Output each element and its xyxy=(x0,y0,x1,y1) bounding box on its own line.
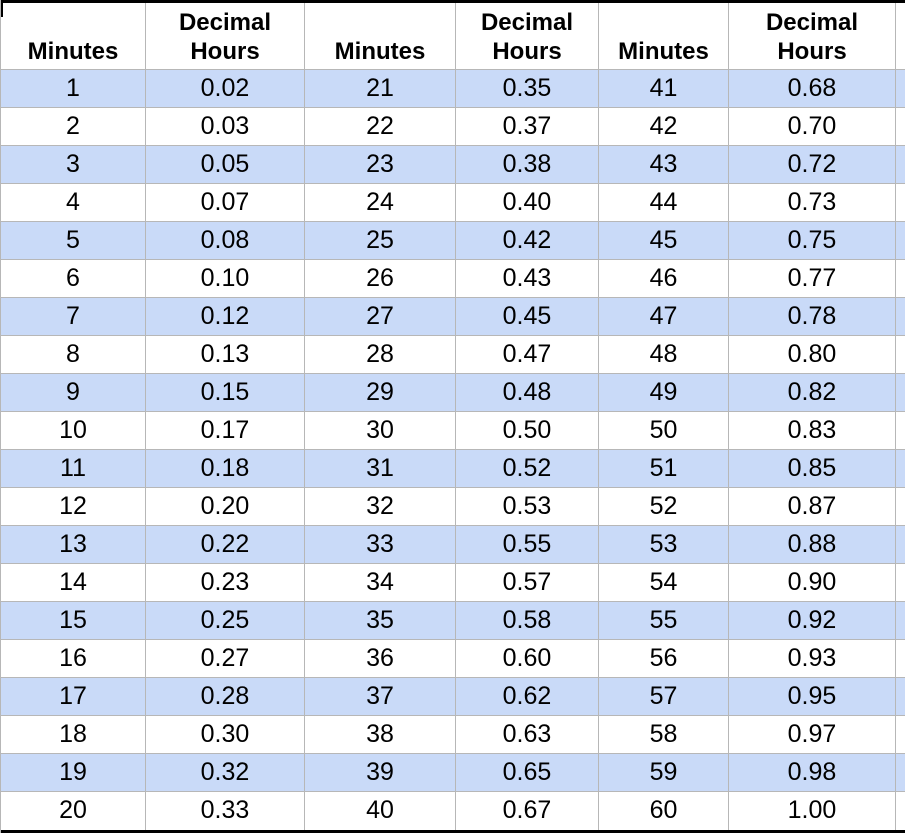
table-cell-decimal-hours: 0.42 xyxy=(456,222,599,259)
table-row xyxy=(1,412,905,450)
table-cell-minutes: 37 xyxy=(305,678,456,715)
table-cell-minutes: 57 xyxy=(599,678,729,715)
table-cell-sliver xyxy=(896,184,905,221)
table-cell-minutes: 44 xyxy=(599,184,729,221)
table-cell-decimal-hours: 0.40 xyxy=(456,184,599,221)
table-cell-minutes: 22 xyxy=(305,108,456,145)
table-row xyxy=(1,298,905,336)
table-row xyxy=(1,450,905,488)
table-cell-sliver xyxy=(896,640,905,677)
table-corner-border xyxy=(1,3,3,17)
table-cell-minutes: 42 xyxy=(599,108,729,145)
table-row xyxy=(1,184,905,222)
table-cell-minutes: 28 xyxy=(305,336,456,373)
table-cell-minutes: 27 xyxy=(305,298,456,335)
table-cell-decimal-hours: 0.27 xyxy=(146,640,305,677)
table-cell-decimal-hours: 0.77 xyxy=(729,260,896,297)
table-cell-minutes: 48 xyxy=(599,336,729,373)
table-cell-decimal-hours: 0.50 xyxy=(456,412,599,449)
table-cell-decimal-hours: 0.93 xyxy=(729,640,896,677)
table-cell-decimal-hours: 0.60 xyxy=(456,640,599,677)
table-cell-decimal-hours: 0.32 xyxy=(146,754,305,791)
table-cell-decimal-hours: 0.70 xyxy=(729,108,896,145)
table-cell-sliver xyxy=(896,450,905,487)
table-cell-minutes: 51 xyxy=(599,450,729,487)
table-cell-decimal-hours: 0.98 xyxy=(729,754,896,791)
table-row xyxy=(1,602,905,640)
table-cell-decimal-hours: 0.12 xyxy=(146,298,305,335)
table-cell-minutes: 15 xyxy=(1,602,146,639)
header-label: Decimal Hours xyxy=(178,9,272,65)
table-cell-minutes: 56 xyxy=(599,640,729,677)
table-cell-minutes: 25 xyxy=(305,222,456,259)
table-cell-decimal-hours: 0.45 xyxy=(456,298,599,335)
table-cell-minutes: 1 xyxy=(1,70,146,107)
table-cell-decimal-hours: 0.43 xyxy=(456,260,599,297)
table-row xyxy=(1,716,905,754)
table-cell-sliver xyxy=(896,564,905,601)
table-row xyxy=(1,222,905,260)
table-cell-decimal-hours: 0.48 xyxy=(456,374,599,411)
table-cell-minutes: 20 xyxy=(1,792,146,830)
table-cell-minutes: 18 xyxy=(1,716,146,753)
table-cell-decimal-hours: 0.65 xyxy=(456,754,599,791)
table-cell-decimal-hours: 0.18 xyxy=(146,450,305,487)
table-cell-minutes: 12 xyxy=(1,488,146,525)
table-cell-minutes: 31 xyxy=(305,450,456,487)
table-row xyxy=(1,678,905,716)
table-cell-minutes: 47 xyxy=(599,298,729,335)
header-label: Minutes xyxy=(618,38,709,65)
table-cell-minutes: 2 xyxy=(1,108,146,145)
table-cell-decimal-hours: 0.92 xyxy=(729,602,896,639)
header-cell-minutes xyxy=(1,3,146,69)
table-cell-minutes: 55 xyxy=(599,602,729,639)
table-cell-minutes: 59 xyxy=(599,754,729,791)
table-cell-minutes: 21 xyxy=(305,70,456,107)
table-cell-decimal-hours: 0.63 xyxy=(456,716,599,753)
table-cell-minutes: 19 xyxy=(1,754,146,791)
header-cell-minutes xyxy=(599,3,729,69)
table-cell-minutes: 35 xyxy=(305,602,456,639)
table-row xyxy=(1,336,905,374)
table-cell-decimal-hours: 0.05 xyxy=(146,146,305,183)
table-cell-minutes: 11 xyxy=(1,450,146,487)
table-row xyxy=(1,70,905,108)
table-cell-minutes: 30 xyxy=(305,412,456,449)
table-cell-minutes: 46 xyxy=(599,260,729,297)
table-row xyxy=(1,146,905,184)
table-cell-sliver xyxy=(896,298,905,335)
table-row xyxy=(1,488,905,526)
table-cell-decimal-hours: 0.67 xyxy=(456,792,599,830)
table-row xyxy=(1,374,905,412)
table-cell-minutes: 34 xyxy=(305,564,456,601)
table-cell-minutes: 49 xyxy=(599,374,729,411)
table-cell-minutes: 6 xyxy=(1,260,146,297)
table-cell-minutes: 32 xyxy=(305,488,456,525)
table-row xyxy=(1,754,905,792)
table-cell-sliver xyxy=(896,678,905,715)
header-cell-decimal-hours xyxy=(146,3,305,69)
table-cell-minutes: 8 xyxy=(1,336,146,373)
table-cell-decimal-hours: 0.10 xyxy=(146,260,305,297)
header-label: Decimal Hours xyxy=(765,9,859,65)
table-cell-minutes: 38 xyxy=(305,716,456,753)
table-row xyxy=(1,108,905,146)
table-cell-decimal-hours: 0.90 xyxy=(729,564,896,601)
table-cell-decimal-hours: 0.68 xyxy=(729,70,896,107)
table-cell-minutes: 43 xyxy=(599,146,729,183)
table-cell-decimal-hours: 0.20 xyxy=(146,488,305,525)
table-cell-sliver xyxy=(896,108,905,145)
table-cell-decimal-hours: 0.95 xyxy=(729,678,896,715)
table-cell-minutes: 39 xyxy=(305,754,456,791)
table-cell-minutes: 3 xyxy=(1,146,146,183)
table-row xyxy=(1,640,905,678)
table-cell-decimal-hours: 0.17 xyxy=(146,412,305,449)
table-cell-sliver xyxy=(896,716,905,753)
table-cell-decimal-hours: 0.33 xyxy=(146,792,305,830)
table-row xyxy=(1,564,905,602)
table-cell-decimal-hours: 0.15 xyxy=(146,374,305,411)
table-cell-minutes: 13 xyxy=(1,526,146,563)
header-label: Decimal Hours xyxy=(480,9,574,65)
table-cell-sliver xyxy=(896,526,905,563)
table-cell-minutes: 5 xyxy=(1,222,146,259)
table-cell-minutes: 23 xyxy=(305,146,456,183)
table-cell-minutes: 24 xyxy=(305,184,456,221)
table-cell-decimal-hours: 0.85 xyxy=(729,450,896,487)
header-label: Minutes xyxy=(334,38,426,65)
table-cell-decimal-hours: 0.75 xyxy=(729,222,896,259)
table-cell-decimal-hours: 0.37 xyxy=(456,108,599,145)
table-cell-decimal-hours: 0.07 xyxy=(146,184,305,221)
table-cell-minutes: 7 xyxy=(1,298,146,335)
table-cell-decimal-hours: 0.57 xyxy=(456,564,599,601)
table-cell-sliver xyxy=(896,792,905,830)
table-cell-decimal-hours: 0.25 xyxy=(146,602,305,639)
table-cell-decimal-hours: 0.83 xyxy=(729,412,896,449)
table-cell-minutes: 54 xyxy=(599,564,729,601)
table-cell-decimal-hours: 0.08 xyxy=(146,222,305,259)
table-cell-decimal-hours: 0.58 xyxy=(456,602,599,639)
table-cell-decimal-hours: 0.82 xyxy=(729,374,896,411)
table-cell-decimal-hours: 0.62 xyxy=(456,678,599,715)
table-header-row xyxy=(1,3,905,70)
table-cell-decimal-hours: 0.13 xyxy=(146,336,305,373)
table-cell-minutes: 33 xyxy=(305,526,456,563)
table-cell-sliver xyxy=(896,754,905,791)
table-cell-minutes: 36 xyxy=(305,640,456,677)
table-cell-decimal-hours: 0.72 xyxy=(729,146,896,183)
table-cell-sliver xyxy=(896,374,905,411)
table-cell-sliver xyxy=(896,70,905,107)
table-cell-decimal-hours: 1.00 xyxy=(729,792,896,830)
table-cell-minutes: 17 xyxy=(1,678,146,715)
table-cell-decimal-hours: 0.38 xyxy=(456,146,599,183)
table-cell-minutes: 9 xyxy=(1,374,146,411)
table-cell-sliver xyxy=(896,146,905,183)
header-cell-sliver xyxy=(896,3,905,69)
table-cell-decimal-hours: 0.78 xyxy=(729,298,896,335)
table-cell-decimal-hours: 0.53 xyxy=(456,488,599,525)
table-cell-sliver xyxy=(896,336,905,373)
table-cell-decimal-hours: 0.87 xyxy=(729,488,896,525)
table-cell-decimal-hours: 0.80 xyxy=(729,336,896,373)
table-cell-sliver xyxy=(896,260,905,297)
table-cell-decimal-hours: 0.47 xyxy=(456,336,599,373)
table-cell-minutes: 16 xyxy=(1,640,146,677)
table-row xyxy=(1,792,905,830)
header-cell-minutes xyxy=(305,3,456,69)
table-cell-decimal-hours: 0.52 xyxy=(456,450,599,487)
table-cell-minutes: 60 xyxy=(599,792,729,830)
table-cell-minutes: 58 xyxy=(599,716,729,753)
table-cell-minutes: 4 xyxy=(1,184,146,221)
table-cell-decimal-hours: 0.30 xyxy=(146,716,305,753)
table-cell-minutes: 26 xyxy=(305,260,456,297)
table-cell-decimal-hours: 0.03 xyxy=(146,108,305,145)
table-cell-minutes: 40 xyxy=(305,792,456,830)
table-cell-sliver xyxy=(896,488,905,525)
table-cell-decimal-hours: 0.88 xyxy=(729,526,896,563)
header-cell-decimal-hours xyxy=(456,3,599,69)
header-cell-decimal-hours xyxy=(729,3,896,69)
table-cell-sliver xyxy=(896,602,905,639)
table-cell-decimal-hours: 0.23 xyxy=(146,564,305,601)
table-cell-decimal-hours: 0.35 xyxy=(456,70,599,107)
table-cell-minutes: 41 xyxy=(599,70,729,107)
table-cell-minutes: 53 xyxy=(599,526,729,563)
table-cell-sliver xyxy=(896,222,905,259)
table-cell-minutes: 10 xyxy=(1,412,146,449)
table-cell-minutes: 50 xyxy=(599,412,729,449)
header-label: Minutes xyxy=(27,38,119,65)
table-cell-decimal-hours: 0.28 xyxy=(146,678,305,715)
table-cell-minutes: 29 xyxy=(305,374,456,411)
table-body xyxy=(1,70,905,830)
table-cell-decimal-hours: 0.22 xyxy=(146,526,305,563)
table-cell-decimal-hours: 0.73 xyxy=(729,184,896,221)
table-row xyxy=(1,260,905,298)
table-cell-minutes: 52 xyxy=(599,488,729,525)
table-cell-decimal-hours: 0.02 xyxy=(146,70,305,107)
table-cell-decimal-hours: 0.55 xyxy=(456,526,599,563)
table-cell-minutes: 45 xyxy=(599,222,729,259)
table-cell-sliver xyxy=(896,412,905,449)
table-row xyxy=(1,526,905,564)
table-cell-minutes: 14 xyxy=(1,564,146,601)
table-cell-decimal-hours: 0.97 xyxy=(729,716,896,753)
